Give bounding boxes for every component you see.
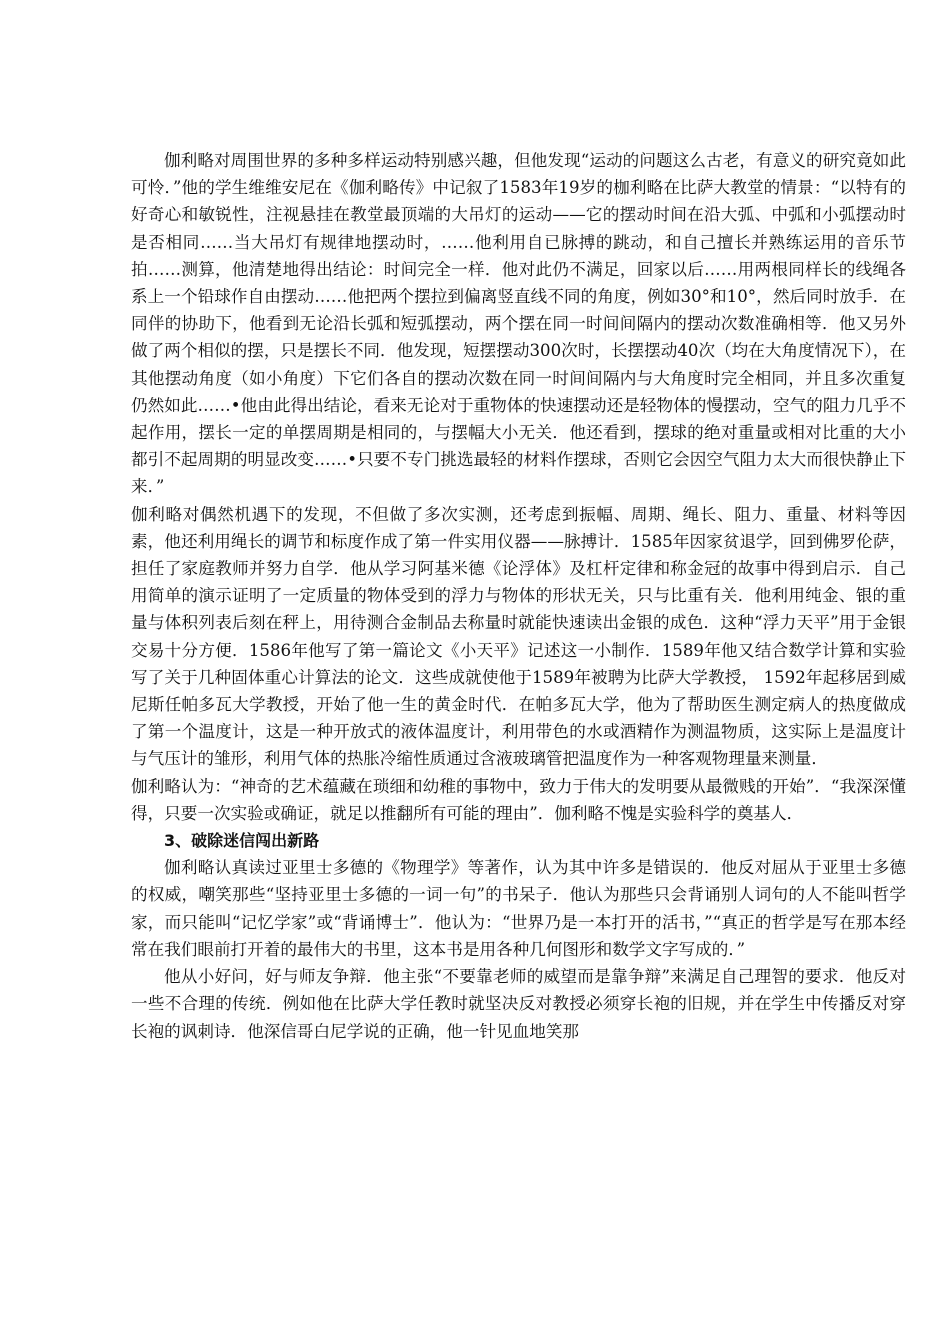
- paragraph-pendulum-story: 伽利略对周围世界的多种多样运动特别感兴趣，但他发现“运动的问题这么古老，有意义的研究竟如此可怜．”他的学生维维安尼在《伽利略传》中记叙了1583年19岁的枷利略在比萨大教堂的情景：“以特有的好奇心和敏锐性，注视悬挂在教堂最顶端的大吊灯的运动——它的摆动时间在沿大弧、中弧和小弧摆动时是否相同……当大吊灯有规律地摆动时，……他利用自已脉搏的跳动，和自己擅长并熟练运用的音乐节拍……测算，他清楚地得出结论：时间完全一样．他对此仍不满足，回家以后……用两根同样长的线绳各系上一个铅球作自由摆动……他把两个摆拉到偏离竖直线不同的角度，例如30°和10°，然后同时放手．在同伴的协助下，他看到无论沿长弧和短弧摆动，两个摆在同一时间间隔内的摆动次数准确相等．他又另外做了两个相似的摆，只是摆长不同．他发现，短摆摆动300次时，长摆摆动40次（均在大角度情况下），在其他摆动角度（如小角度）下它们各自的摆动次数在同一时间间隔内与大角度时完全相同，并且多次重复仍然如此……•他由此得出结论，看来无论对于重物体的快速摆动还是轻物体的慢摆动，空气的阻力几乎不起作用，摆长一定的单摆周期是相同的，与摆幅大小无关．他还看到，摆球的绝对重量或相对比重的大小都引不起周期的明显改变……•只要不专门挑选最轻的材料作摆球，否则它会因空气阻力太大而很快静止下来．”: [131, 151, 906, 497]
- paragraph-debate: 他从小好问，好与师友争辩．他主张“不要靠老师的威望而是靠争辩”来满足自己理智的要求．他反对一些不合理的传统．例如他在比萨大学任教时就坚决反对教授必须穿长袍的旧规，并在学生中传播反对穿长袍的讽刺诗．他深信哥白尼学说的正确，他一针见血地笑那: [131, 967, 906, 1041]
- paragraph-buoyancy-balance: 伽利略对偶然机遇下的发现，不但做了多次实测，还考虑到振幅、周期、绳长、阻力、重量、材料等因素，他还利用绳长的调节和标度作成了第一件实用仪器——脉搏计．1585年因家贫退学，回到佛罗伦萨，担任了家庭教师并努力自学．他从学习阿基米德《论浮体》及杠杆定律和称金冠的故事中得到启示．自己用简单的演示证明了一定质量的物体受到的浮力与物体的形状无关，只与比重有关．他利用纯金、银的重量与体积列表后刻在秤上，用待测合金制品去称量时就能快速读出金银的成色．这种“浮力天平”用于金银交易十分方便．1586年他写了第一篇论文《小天平》记述这一小制作．1589年他又结合数学计算和实验写了关于几种固体重心计算法的论文．这些成就使他于1589年被聘为比萨大学教授， 1592年起移居到威尼斯任帕多瓦大学教授，开始了他一生的黄金时代．在帕多瓦大学，他为了帮助医生测定病人的热度做成了第一个温度计，这是一种开放式的液体温度计，利用带色的水或酒精作为测温物质，这实际上是温度计与气压计的雏形，利用气体的热胀冷缩性质通过含液玻璃管把温度作为一种客观物理量来测量．: [131, 504, 906, 769]
- paragraph-aristotle-critique: 伽利略认真读过亚里士多德的《物理学》等著作，认为其中许多是错误的．他反对屈从于亚里士多德的权威，嘲笑那些“坚持亚里士多德的一词一句”的书呆子．他认为那些只会背诵别人词句的人不能叫哲学家，而只能叫“记忆学家”或“背诵博士”．他认为：“世界乃是一本打开的活书，”“真正的哲学是写在那本经常在我们眼前打开着的最伟大的书里，这本书是用各种几何图形和数学文字写成的．”: [131, 858, 906, 959]
- paragraph-experimental-science: 伽利略认为：“神奇的艺术蕴藏在琐细和幼稚的事物中，致力于伟大的发明要从最微贱的开始”．“我深深懂得，只要一次实验或确证，就足以推翻所有可能的理由”．伽利略不愧是实验科学的奠基人．: [131, 776, 906, 823]
- section-heading: 3、破除迷信闯出新路: [164, 831, 320, 851]
